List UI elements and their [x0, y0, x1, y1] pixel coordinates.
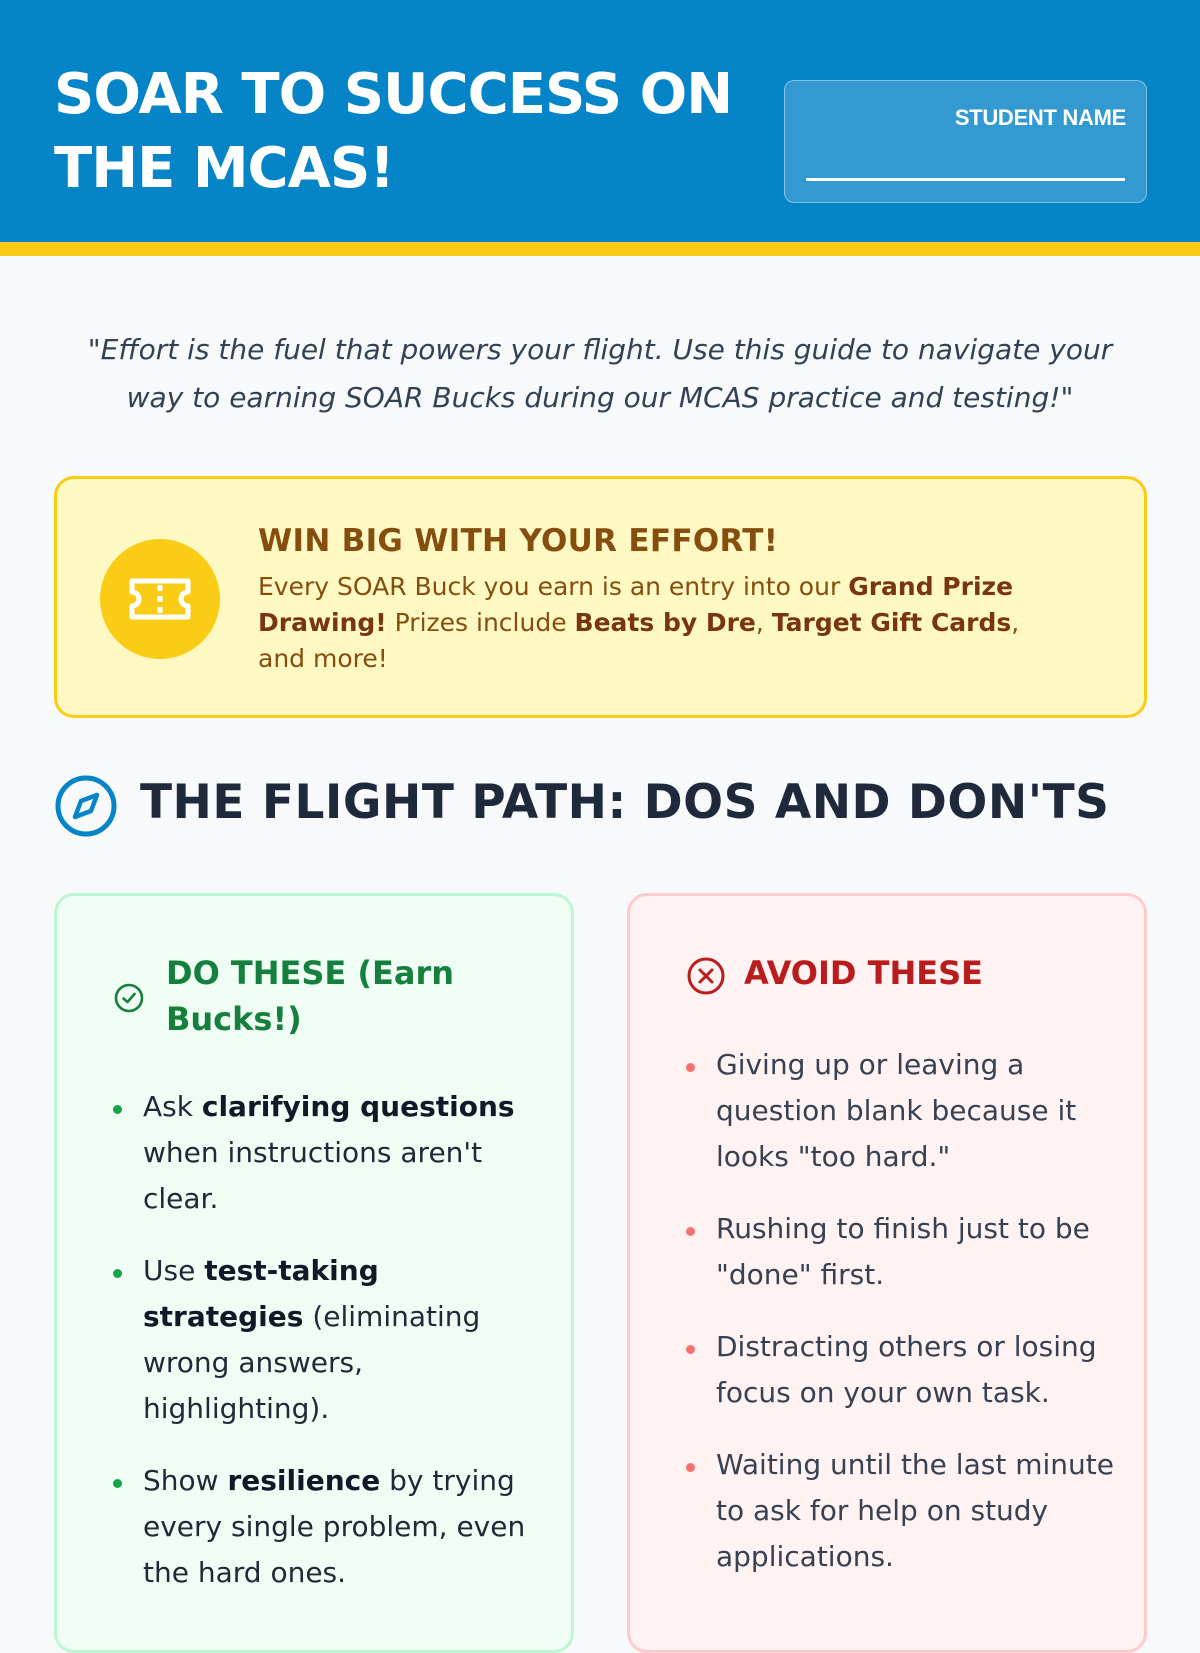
prize-banner: [54, 476, 1147, 718]
avoid-card-heading: AVOID THESE: [744, 954, 983, 992]
list-item: Distracting others or losing focus on your own task.: [716, 1324, 1116, 1416]
x-circle-icon: [686, 956, 726, 996]
list-item: Waiting until the last minute to ask for help on study applications.: [716, 1442, 1116, 1580]
ticket-icon: [100, 539, 220, 659]
section-title-text: THE FLIGHT PATH: DOS AND DON'TS: [140, 775, 1110, 830]
section-heading: [54, 770, 1154, 840]
bullet: [113, 1479, 122, 1488]
student-name-line: [806, 178, 1125, 181]
bullet: [686, 1463, 695, 1472]
compass-icon: [54, 774, 118, 838]
list-item: Show resilience by trying every single problem, even the hard ones.: [143, 1458, 543, 1596]
student-name-field[interactable]: [784, 80, 1147, 203]
page-header: [0, 0, 1200, 256]
list-item: Giving up or leaving a question blank because it looks "too hard.": [716, 1042, 1116, 1180]
student-name-label: STUDENT NAME: [954, 105, 1126, 130]
bullet: [113, 1105, 122, 1114]
check-circle-icon: [113, 982, 145, 1014]
bullet: [686, 1063, 695, 1072]
avoid-card: [627, 893, 1147, 1653]
list-item: Use test-taking strategies (eliminating wrong answers, highlighting).: [143, 1248, 543, 1432]
do-card: [54, 893, 574, 1653]
do-list: [143, 1084, 543, 1622]
page-title: SOAR TO SUCCESS ON THE MCAS!: [54, 62, 733, 201]
list-item: Ask clarifying questions when instructions aren't clear.: [143, 1084, 543, 1222]
do-card-heading: DO THESE (Earn Bucks!): [166, 954, 455, 1038]
bullet: [686, 1227, 695, 1236]
prize-heading: WIN BIG WITH YOUR EFFORT!: [258, 523, 779, 559]
avoid-list: [716, 1042, 1116, 1606]
bullet: [686, 1345, 695, 1354]
bullet: [113, 1269, 122, 1278]
prize-description: Every SOAR Buck you earn is an entry into our Grand Prize Drawing! Prizes include Beats by Dre, Target Gift Cards, and more!: [258, 572, 1020, 673]
list-item: Rushing to finish just to be "done" first.: [716, 1206, 1116, 1298]
intro-quote: "Effort is the fuel that powers your flight. Use this guide to navigate your way to earning SOAR Bucks during our MCAS practice and testing!": [87, 333, 1113, 414]
